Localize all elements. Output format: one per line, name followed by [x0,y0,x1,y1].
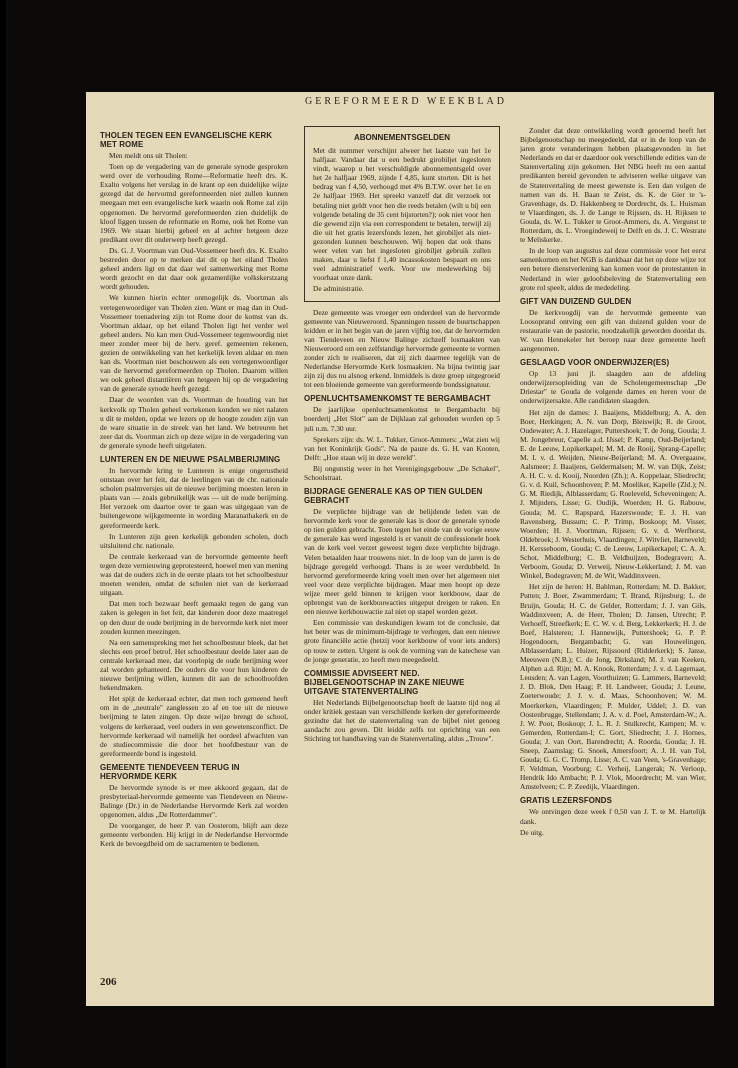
article-paragraph: De verplichte bijdrage van de belijdende leden van de hervormde kerk voor de generale kas is door de generale synode op tien gulden gebracht. Toen tegen het einde van de vorige eeuw de generale kas werd ingesteld is er vanuit de confessionele hoek van de kerk veel verzet geweest tegen deze verplichte bijdrage. Velen betaalden haar trouwens niet. In de loop van de jaren is de bijdrage geregeld verhoogd. Thans is ze weer verdubbeld. In hervormd gereformeerde kring voelt men over het algemeen niet veel voor deze verplichte bijdragen. Maar men hoopt op deze wijze meer geld binnen te krijgen voor kerkbouw, daar de opbrengst van de kerkbouwacties uitgeput dreigen te raken. En een nieuwe kerkbouwactie zal niet op stapel worden gezet. [304,507,500,617]
article-paragraph: Deze gemeente was vroeger een onderdeel van de hervormde gemeente van Nieuweroord. Spanningen tussen de buurtschappen leidden er in het begin van de jaren vijftig toe, dat de hervormden van Tiendeveen en Nieuw Balinge zichzelf losmaakten van Nieuweroord om een zelfstandige hervormde gemeente te vormen zonder zich te realiseren, dat zij zich daarmee tegelijk van de Nederlandse Hervormde Kerk losmaakten. Na bijna twintig jaar zijn zij dus nu alsnog erkend. Inmiddels is deze groep uitgegroeid tot een bloeiende gemeente van gereformeerde bondssignatuur. [304,307,500,390]
article-paragraph: De hervormde synode is er mee akkoord gegaan, dat de presbyteriaal-hervormde gemeente van Tiendeveen en Nieuw-Balinge (Dr.) in de Nederlandse Hervormde Kerk zal worden opgenomen, aldus „De Rotterdammer". [100,782,288,820]
binder-edge [0,0,6,1068]
article-heading: OPENLUCHTSAMENKOMST TE BERGAMBACHT [304,394,491,404]
column-3 [520,126,706,974]
article-paragraph: Een commissie van deskundigen kwam tot de conclusie, dat het beter was de minimum-bijdrage te verhogen, dan een nieuwe grote financiële actie (hetzij voor kerkbouw of voor iets anders) op touw te zetten. Urgent is ook de vorming van de katechese van de jonge generatie, zo heeft men meegedeeld. [304,618,500,664]
article-heading: GIFT VAN DUIZEND GULDEN [520,296,632,306]
running-header: GEREFORMEERD WEEKBLAD [305,96,507,107]
article-paragraph: Het Nederlands Bijbelgenootschap heeft de laatste tijd nog al onder kritiek gestaan van verschillende kerken der gereformeerde gezindte dat het de statenvertaling van de bijbel niet genoeg aandacht zou geven. Dit leidde zelfs tot oprichting van een Stichting tot handhaving van de Statenvertaling, aldus „Trouw". [304,697,500,744]
article-paragraph: De jaarlijkse openluchtsamenkomst te Bergambacht bij boerderij „Het Slot" aan de Dijklaan zal gehouden worden op 5 juli n.m. 7.30 uur. [304,405,500,433]
column-2-articles [304,308,500,744]
article-paragraph: In de loop van augustus zal deze commissie voor het eerst samenkomen en het NGB is dankbaar dat het op deze wijze tot een betere dienstverlening kan komen voor de protestanten in Nederland in wier geloofsbeleving de Statenvertaling een grote rol speelt, aldus de mededeling. [520,246,706,292]
newspaper-page [86,92,714,1006]
column-1 [100,126,288,974]
article-paragraph: Zonder dat deze ontwikkeling wordt genoemd heeft het Bijbelgenootschap nu meegedeeld, dat er in de loop van de jaren grote veranderingen hebben plaatsgevonden in het Nederlands en dat er daardoor ook verschillende edities van de Statenvertaling zijn gekomen. Het NBG heeft nu een aantal predikanten bereid gevonden te adviseren welke uitgave van de Statenvertaling de meest gewenste is. Een dan volgen de namen van ds. H. Baan te Zeist, ds. K. de Gier te 's-Gravenhage, ds. D. Hakkenberg te Dordrecht, ds. L. Huisman te Vlaardingen, ds. J. de Lange te Rijssen, ds. H. Rijksen te Gouda, ds. W. L. Tukker te Groot-Ammers, ds. A. Vergunst te Rotterdam, ds. L. Vroegindeweij te Delft en ds. J. C. Westrate te Meliskerke. [520,126,706,245]
box-signature: De administratie. [313,284,364,294]
article-paragraph: Men meldt ons uit Tholen: [109,151,188,160]
subscription-box [304,126,500,302]
article-paragraph: We ontvingen deze week f 0,50 van J. T. te M. Hartelijk dank. [520,807,706,826]
article-heading: THOLEN TEGEN EEN EVANGELISCHE KERK MET ROME [100,131,273,149]
article-heading: BIJDRAGE GENERALE KAS OP TIEN GULDEN GEBRACHT [304,487,483,506]
article-paragraph: Ds. G. J. Voortman van Oud-Vossemeer heeft drs. K. Exalto bestreden door op te merken dat dit op het eiland Tholen geheel anders ligt en dat daar wel samenwerking met Rome wordt gezocht en dat daar ook gezamenlijke volkskerstzang wordt gehouden. [100,245,288,292]
column-2 [304,126,500,956]
article-paragraph: In hervormde kring te Lunteren is enige ongerustheid ontstaan over het feit, dat de leerlingen van de chr. nationale scholen psalmversjes uit de nieuwe berijming moesten leren in plaats van — zoals gebruikelijk was — uit de oude berijming. Het verzoek om daartoe over te gaan was uitgegaan van de buitengewone wijkgemeente in wording Maranathakerk en de gereformeerde kerk. [100,466,288,530]
article-paragraph: Bij ongunstig weer in het Verenigingsgebouw „De Schakel", Schoolstraat. [304,463,500,482]
article-paragraph: Het spijt de kerkeraad echter, dat men toch gemeend heeft om in de „neutrale" zanglessen zo af en toe uit de nieuwe berijming te laten zingen. Op deze wijze brengt de school, volgens de kerkeraad, veel ouders in een gewetensconflict. De hervormde kerkeraad wil namelijk het oordeel afwachten van de studiecommissie die door het hoofdbestuur van de gereformeerde bond is ingesteld. [100,694,288,758]
box-title: ABONNEMENTSGELDEN [353,133,450,142]
article-signature: De uitg. [520,827,544,837]
article-heading: LUNTEREN EN DE NIEUWE PSALMBERIJMING [100,455,281,464]
article-paragraph: Het zijn de dames: J. Baaijens, Middelburg; A. A. den Boer, Herkingen; A. N. van Dorp, Bleiswijk; R. de Groot, Oudewater; A. J. Hazelager, Puttershoek; T. de Jong, Gouda; J. M. Jongebreur, Capelle a.d. IJssel; P. Kamp, Oud-Beijerland; E. de Leeuw, Lopikerkapel; M. M. de Rooij, Sprang-Capelle; M. I. v. d. Weijden, Nieuw-Beijerland; M. A. Overgaauw, Aalsmeer; J. Baaijens, Geldermalsen; M. W. van Dijk, Zeist; A. H. C. v. d. Kooij, Noorden (Zh.); A. Koppelaar, Sliedrecht; G. v. d. Kuil, Schoonhoven; P. M. Moeliker, Kapelle (Zld.); N. G. M. Riedijk, Alblasserdam; G. Roeleveld, Scheveningen; A. J. Mijnders, Lisse; G. Oudijk, Woerden; H. G. Rabouw, Gouda; M. C. Rapspard, Hazerswoude; E. J. H. van Ravensberg, Bussum; C. P. Trimp, Boskoop; M. Visser, Woerden; H. J. Voortman, Rijssen; G. v. d. Werfhorst, Oldebroek; J. Westerhuis, Vlaardingen; J. Witvliet, Barneveld; H. Kersseboom, Gouda; C. de Leeuw, Lopikerkapel; C. A. A. Schot, Middelburg; C. B. Veldhuijzen, Bodegraven; A. Verboom, Gouda; D. Verweij, Nieuw-Lekkerland; J. M. van Winkel, Bodegraven; M. de Wit, Waddinxveen. [520,407,706,581]
article-paragraph: Daar de woorden van ds. Voortman de houding van het kerkvolk op Tholen geheel vertekenen konden we niet nalaten u dit te melden, opdat we lezers op de hoogte zouden zijn van de ware situatie in de streek van het land. We betreuren het zeer dat ds. Voortman zich op deze wijze in de vergadering van de generale synode heeft uitgelaten. [100,395,288,450]
article-paragraph: De centrale kerkeraad van de hervormde gemeente heeft tegen deze vernieuwing geprotesteerd, hoewel men van mening was dat de ouders zich in de eerste plaats tot het schoolbestuur moeten wenden, omdat de scholen niet van de kerkeraad uitgaan. [100,551,288,598]
article-paragraph: We kunnen hierin echter onmogelijk ds. Voortman als vertegenwoordiger van Tholen zien. Want er mag dan in Oud-Vossemeer toenadering zijn tot Rome door de komst van ds. Voortman aldaar, op het eiland Tholen ligt het verder wel geheel anders. Nu kan men Oud-Vossemeer tegenwoordig niet meer zonder meer bij de herv. geref. gemeenten rekenen, gezien de ontwikkeling van het kerkelijk leven aldaar en men kan ds. Voortman niet beschouwen als een vertegenwoordiger van de hervormd gereformeerden op Tholen. Daarom willen we ook geheel distantiëren van hetgeen hij op de vergadering van de generale synode heeft gezegd. [100,293,288,394]
article-paragraph: Sprekers zijn: ds. W. L. Tukker, Groot-Ammers: „Wat zien wij van het Koninkrijk Gods". Na de pauze ds. G. H. van Kooten, Delft: „Hoe staan wij in deze wereld". [304,434,500,462]
article-paragraph: Dat men toch bezwaar heeft gemaakt tegen de gang van zaken is gelegen in het feit, dat kinderen door deze maatregel op den duur de oude berijming in de hervormde kerk niet meer zouden kunnen meezingen. [100,599,288,636]
article-paragraph: De voorganger, de heer P. van Oosterom, blijft aan deze gemeente verbonden. Hij krijgt in de Nederlandse Hervormde Kerk de bevoegdheid om de sacramenten te bedienen. [100,821,288,849]
article-paragraph: In Lunteren zijn geen kerkelijk gebonden scholen, doch uitsluitend chr. nationale. [100,531,288,550]
article-paragraph: Het zijn de heren: H. Bahlman, Rotterdam; M. D. Bakker, Putten; J. Boer, Zwammerdam; T. Brand, Rijnsburg; L. de Bruijn, Gouda; H. C. de Gelder, Rotterdam; J. J. van Gils, Waddinxveen; A. de Heer, Tholen; D. Jansen, Utrecht; P. Verhoeff, Streefkerk; E. C. W. v. d. Berg, Lekkerkerk; H. J. de Boef, Halsteren; J. Hannewijk, Puttershoek; G. P. P. Hogendoorn, Bergambacht; G. van Houwelingen, Alblasserdam; L. Huizer, Rijssoord (Ridderkerk); S. Janse, Meeuwen (N.B.); C. de Jong, Dirksland; M. J. van Keeken, Alphen a.d. Rijn; M. A. Knook, Rotterdam; J. v. d. Lagemaat, Leusden; A. van Lagen, Voorthuizen; G. Lammers, Barneveld; J. D. Blok, Den Haag; P. H. Landweer, Gouda; J. Leune, Zoeterwoude; J. J. v. d. Maas, Schoonhoven; W. M. Moerkerken, Vlaardingen; P. Mulder, Uddel; J. D. van Oostenbrugge, Stellendam; J. A. v. d. Poel, Amsterdam-W.; A. J. W. Poot, Boskoop; J. L. R. J. Stulkrecht, Kampen; M. v. Gemerden, Rotterdam-I; C. Gort, Sliedrecht; J. J. Hornes, Gouda; J. van Oort, Barendrecht; A. Roorda, Gouda; J. H. Sneep, Zaamslag; G. Snoek, Amersfoort; A. J. H. van Tol, Gouda; G. G. C. Tromp, Lisse; A. C. van Veen, 's-Gravenhage; F. Veldman, Voorburg; C. Verheij, Langerak; N. Verloop, Hendrik Ido Ambacht; P. J. Vlok, Moordrecht; M. van Wier, Amstelveen; C. P. Zeedijk, Vlaardingen. [520,582,706,792]
article-paragraph: Na een samenspreking met het schoolbestuur bleek, dat het slechts een proef betrof. Het schoolbestuur deelde later aan de centrale kerkeraad mee, dat voorlopig de oude berijming weer zal worden gehanteerd. De ouders die voor hun kinderen de nieuwe berijming willen, kunnen dit aan de schoolhoofden bekendmaken. [100,637,288,693]
article-heading: GRATIS LEZERSFONDS [520,796,612,806]
article-heading: COMMISSIE ADVISEERT NED. BIJBELGENOOTSCHAP IN ZAKE NIEUWE UITGAVE STATENVERTALING [304,668,465,696]
article-heading: GESLAAGD VOOR ONDERWIJZER(ES) [520,358,670,368]
article-paragraph: Toen op de vergadering van de generale synode gesproken werd over de verhouding Rome—Reformatie heeft drs. K. Exalto volgens het verslag in de krant op een duidelijke wijze gezegd dat de hervormd gereformeerden niet zullen kunnen meegaan met een evangelische kerk waarin ook Rome zal zijn opgenomen. De hervormd gereformeerden zien duidelijk de kloof liggen tussen de reformatie en Rome, ook het Rome van 1969. We staan hierbij geheel en al achter hetgeen deze predikant over dit onderwerp heeft gezegd. [100,162,288,244]
article-heading: GEMEENTE TIENDEVEEN TERUG IN HERVORMDE KERK [100,762,240,781]
article-paragraph: De kerkvoogdij van de hervormde gemeente van Loosoprand ontving een gift van duizend gulden voor de restauratie van de pastorie, noodzakelijk geworden doordat ds. W. van Hennekeler het beroep naar deze gemeente heeft aangenomen. [520,307,706,354]
box-text: Met dit nummer verschijnt alweer het laatste van het 1e halfjaar. Vandaar dat u een bedrukt girobiljet ingesloten vindt, waarop u het verschuldigde abonnementsgeld over het 2e halfjaar 1969, zijnde f 4,85, kunt storten. Dit is het bedrag van f 4,50, verhoogd met 4% B.T.W. over het 1e en 2e halfjaar 1969. Het spreekt vanzelf dat dit verzoek tot betaling niet geldt voor hen die reeds betalen (wilt u bij een volgende betaling de 35 cent bijstorten?); ook niet voor hen die gewend zijn via een correspondent te betalen, terwijl zij die uit het gratis lezersfonds lezen, het girobiljet als niet-gezonden kunnen beschouwen. Wij hopen dat ook thans weer velen van het ingesloten girobiljet gebruik zullen maken, daar u liefst f 1,40 incassokosten bespaart en ons veel administratief werk. Voor uw medewerking bij voorbaat onze dank. [313,146,491,283]
page-number: 206 [100,976,117,988]
article-paragraph: Op 13 juni jl. slaagden aan de afdeling onderwijzersopleiding van de Scholengemeenschap „De Driestar" te Gouda de volgende dames en heren voor de onderwijzersakte. Alle candidaten slaagden. [520,369,706,406]
